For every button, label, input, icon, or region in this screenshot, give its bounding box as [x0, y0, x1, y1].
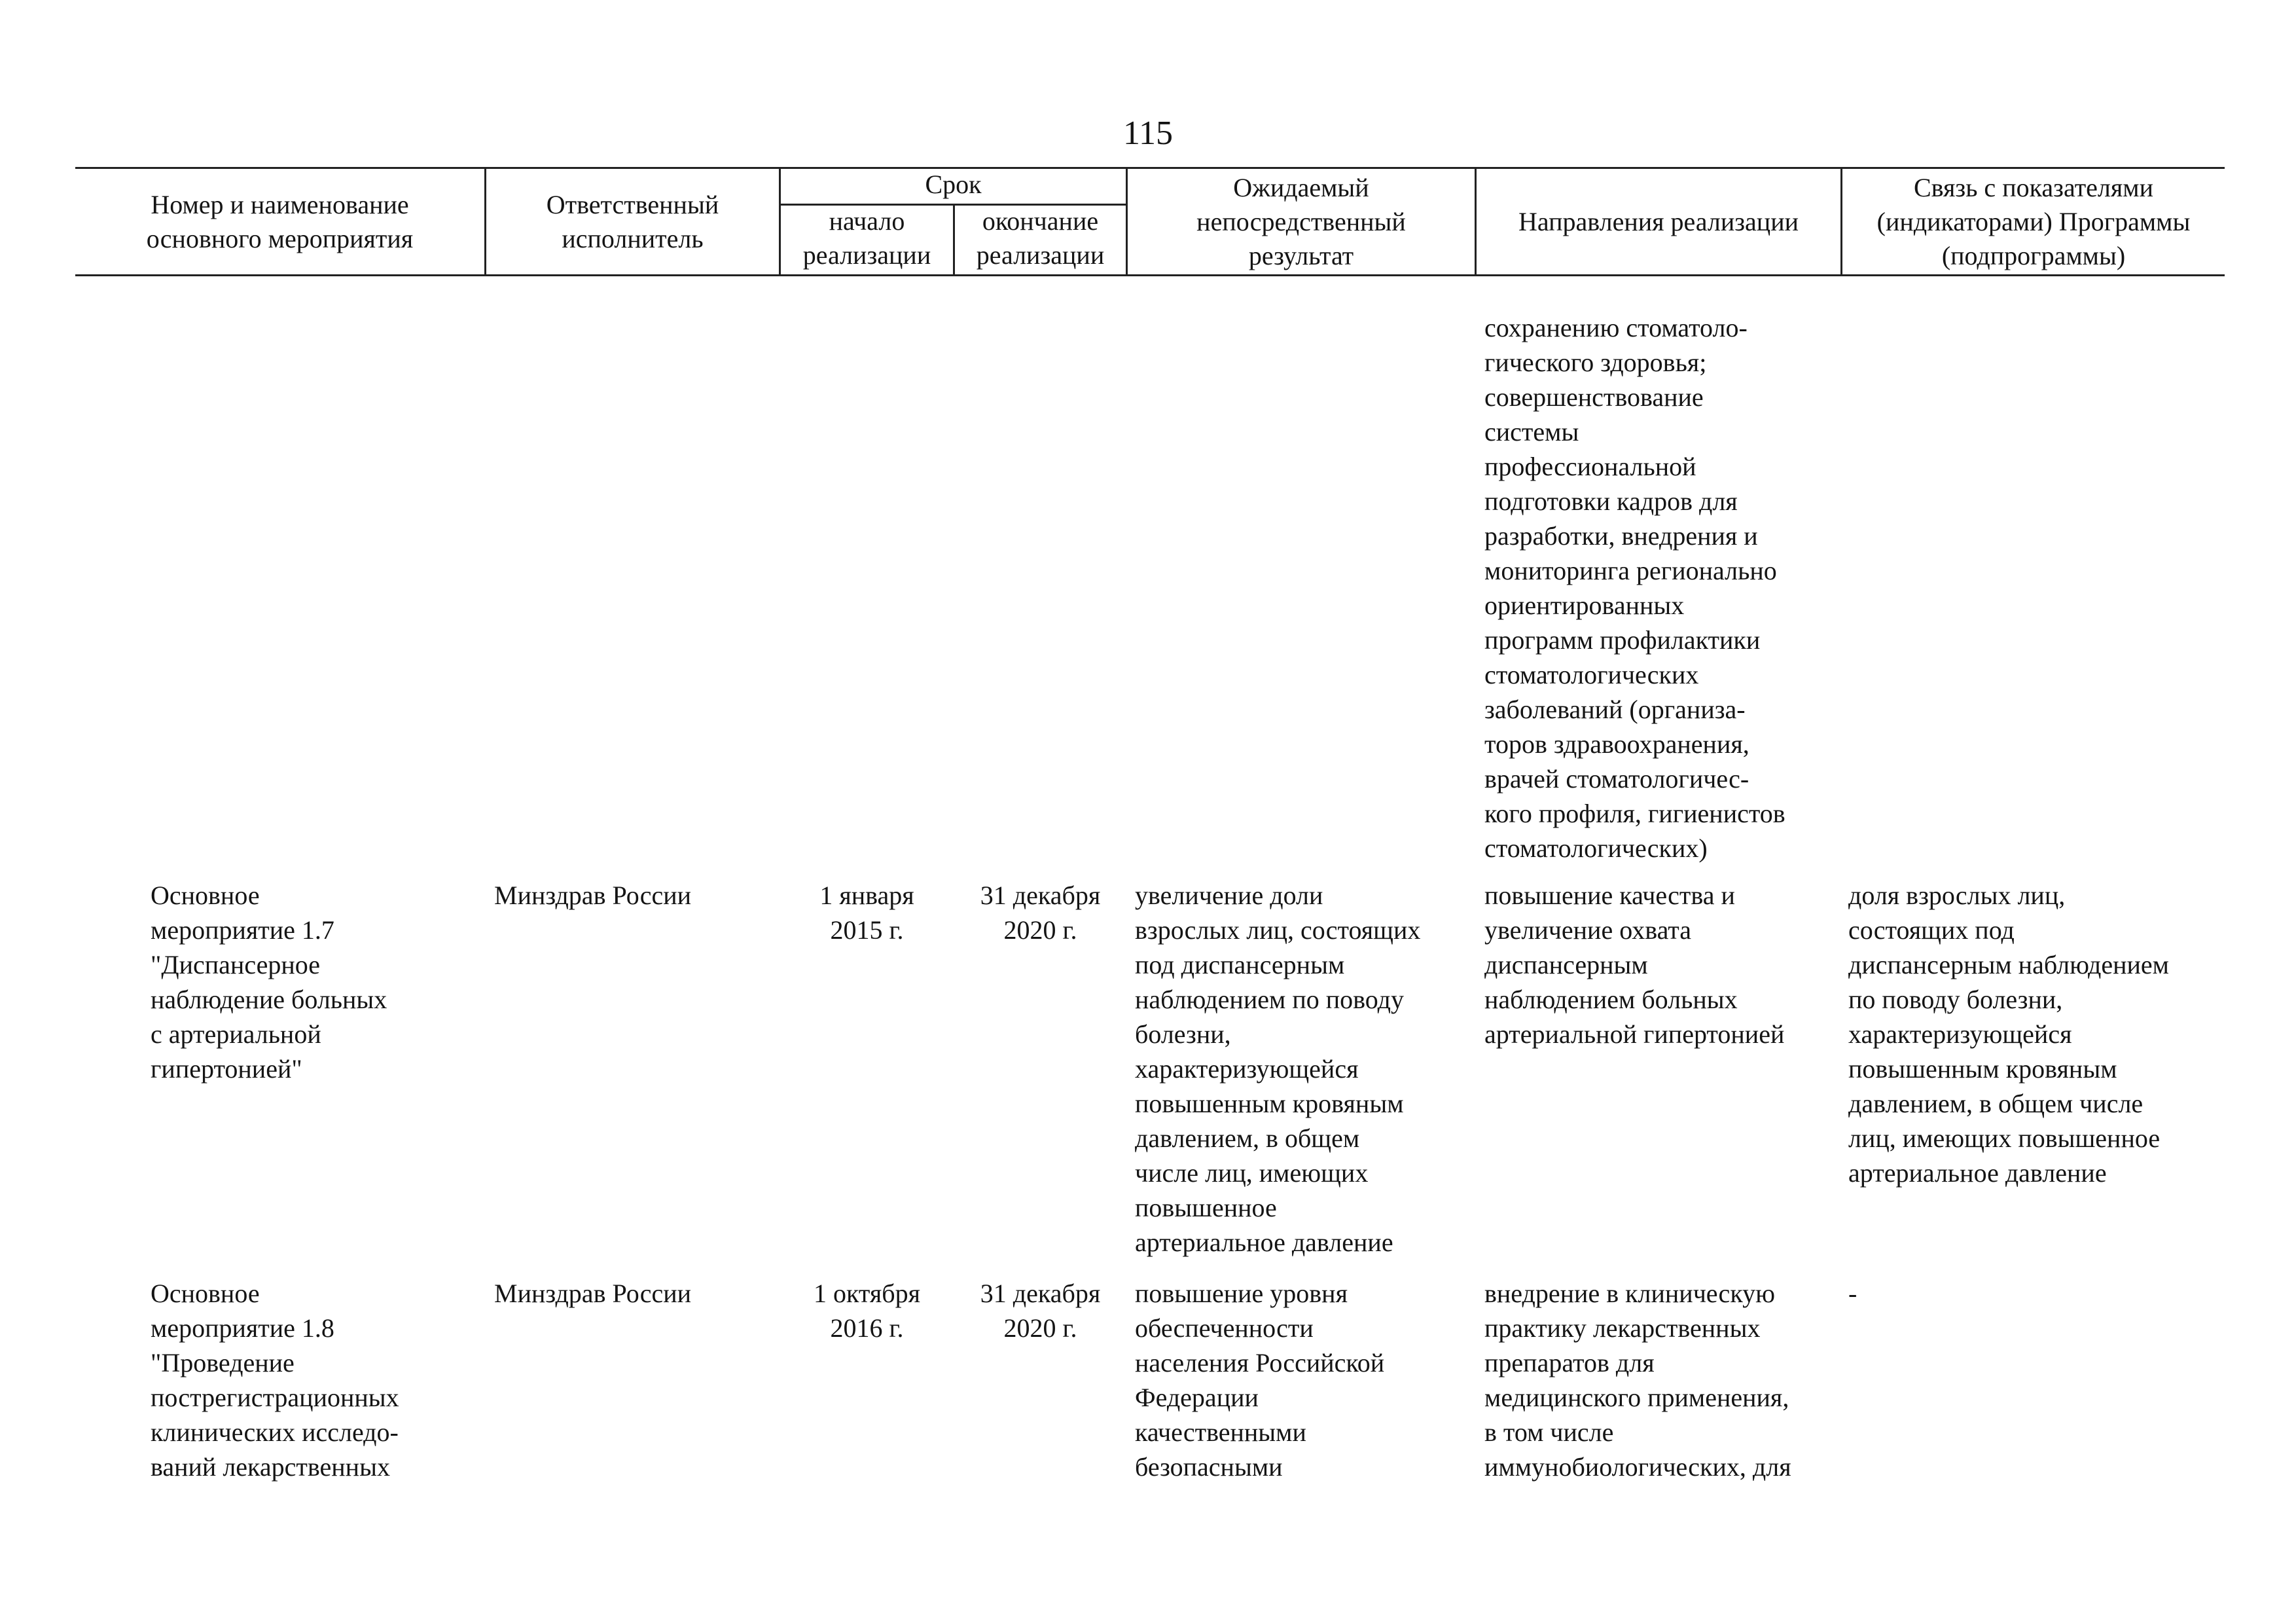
row-1-7-end-cell: 31 декабря 2020 г.: [980, 881, 1101, 945]
header-result-column: Ожидаемый непосредственный результат: [1196, 172, 1406, 270]
row-1-7-start-cell: 1 января 2015 г.: [819, 881, 914, 945]
header-term-column: Срок: [925, 170, 982, 199]
row-1-7-result-cell: увеличение доли взрослых лиц, состоящих под диспансерным наблюдением по поводу болезни, характеризующейся повышенным кровяным давлением, в общем числе лиц, имеющих повышенное артериальное давление: [1135, 881, 1421, 1257]
page-number: 115: [1122, 115, 1174, 152]
header-start-column: начало реализации: [802, 206, 931, 270]
row-1-8-start-cell: 1 октября 2016 г.: [813, 1279, 920, 1343]
header-name-column: Номер и наименование основного мероприятия: [146, 189, 414, 253]
table-header-bottom-border: [75, 274, 2225, 276]
row-1-7-indicators-cell: доля взрослых лиц, состоящих под диспансерным наблюдением по поводу болезни, характеризующейся повышенным кровяным давлением, в общем числе лиц, имеющих повышенное артериальное давление: [1848, 881, 2169, 1188]
row-1-8-indicators-cell: -: [1848, 1279, 1857, 1308]
header-executor-column: Ответственный исполнитель: [546, 189, 719, 253]
row-1-8-name-cell: Основное мероприятие 1.8 "Проведение пострегистрационных клинических исследо- ваний лекарственных: [151, 1279, 399, 1482]
header-directions-column: Направления реализации: [1518, 206, 1799, 236]
row-1-8-directions-cell: внедрение в клиническую практику лекарственных препаратов для медицинского применения, в том числе иммунобиологических, для: [1484, 1279, 1791, 1482]
row-1-8-executor-cell: Минздрав России: [494, 1279, 692, 1308]
continuation-directions-cell: сохранению стоматоло- гического здоровья; совершенствование системы профессиональной подготовки кадров для разработки, внедрения и мониторинга регионально ориентированных программ профилактики стоматологических заболеваний (организа- торов здравоохранения, врачей стоматологичес- кого профиля, гигиенистов стоматологических): [1484, 313, 1785, 863]
row-1-7-name-cell: Основное мероприятие 1.7 "Диспансерное наблюдение больных с артериальной гипертонией": [151, 881, 387, 1084]
row-1-7-directions-cell: повышение качества и увеличение охвата диспансерным наблюдением больных артериальной гипертонией: [1484, 881, 1785, 1049]
header-indicators-column: Связь с показателями (индикаторами) Программы (подпрограммы): [1876, 172, 2191, 270]
row-1-8-end-cell: 31 декабря 2020 г.: [980, 1279, 1101, 1343]
header-end-column: окончание реализации: [976, 206, 1105, 270]
row-1-8-result-cell: повышение уровня обеспеченности населения Российской Федерации качественными безопасными: [1135, 1279, 1385, 1482]
row-1-7-executor-cell: Минздрав России: [494, 881, 692, 910]
